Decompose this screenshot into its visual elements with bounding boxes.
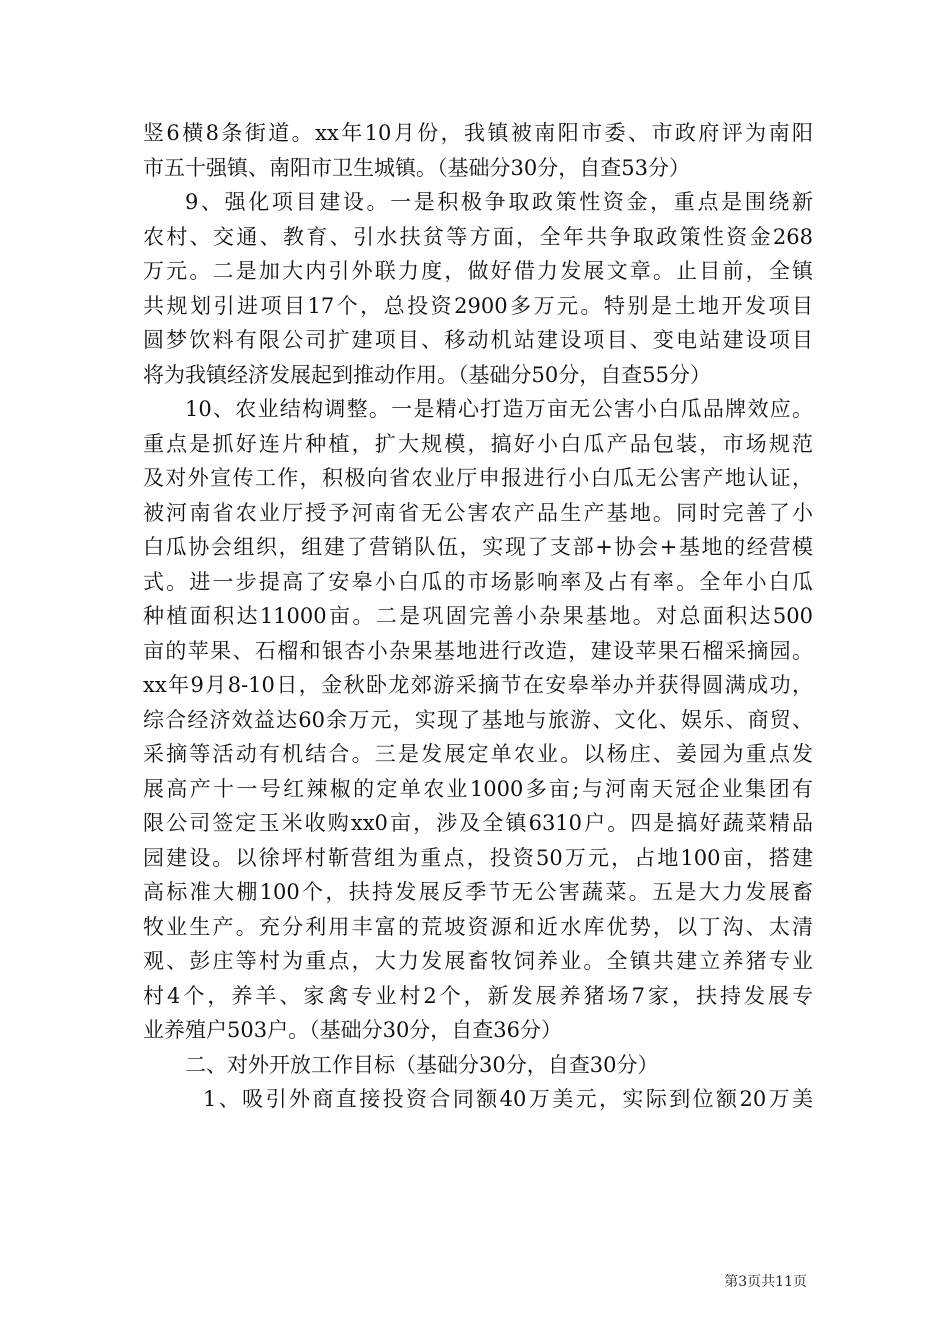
text-line: 限公司签定玉米收购xx0亩，涉及全镇6310户。四是搞好蔬菜精品	[143, 811, 813, 835]
text-line: xx年9月8-10日，金秋卧龙郊游采摘节在安皋举办并获得圆满成功，	[143, 673, 813, 697]
text-line: 种植面积达11000亩。二是巩固完善小杂果基地。对总面积达500	[143, 604, 813, 628]
text-line: 采摘等活动有机结合。三是发展定单农业。以杨庄、姜园为重点发	[143, 742, 813, 766]
text-line: 市五十强镇、南阳市卫生城镇。（基础分30分，自查53分）	[143, 155, 690, 180]
text-line: 高标准大棚100个，扶持发展反季节无公害蔬菜。五是大力发展畜	[143, 880, 813, 904]
text-line: 综合经济效益达60余万元，实现了基地与旅游、文化、娱乐、商贸、	[143, 707, 813, 732]
text-line: 竖6横8条街道。xx年10月份，我镇被南阳市委、市政府评为南阳	[143, 121, 813, 145]
text-line: 重点是抓好连片种植，扩大规模，搞好小白瓜产品包装，市场规范	[143, 431, 813, 456]
text-line: 万元。二是加大内引外联力度，做好借力发展文章。止目前，全镇	[143, 259, 813, 283]
text-line: 圆梦饮料有限公司扩建项目、移动机站建设项目、变电站建设项目	[143, 328, 813, 352]
body-text	[143, 116, 813, 1117]
text-line: 及对外宣传工作，积极向省农业厅申报进行小白瓜无公害产地认证，	[143, 466, 813, 490]
text-line: 被河南省农业厅授予河南省无公害农产品生产基地。同时完善了小	[143, 500, 813, 525]
text-line: 园建设。以徐坪村靳营组为重点，投资50万元，占地100亩，搭建	[143, 845, 813, 870]
text-line: 二、对外开放工作目标（基础分30分，自查30分）	[185, 1052, 659, 1077]
text-line: 共规划引进项目17个，总投资2900多万元。特别是土地开发项目	[143, 293, 813, 318]
text-line: 农村、交通、教育、引水扶贫等方面，全年共争取政策性资金268	[143, 224, 813, 249]
text-line: 亩的苹果、石榴和银杏小杂果基地进行改造，建设苹果石榴采摘园。	[143, 638, 813, 663]
text-line: 式。进一步提高了安皋小白瓜的市场影响率及占有率。全年小白瓜	[143, 569, 813, 594]
text-line: 牧业生产。充分利用丰富的荒坡资源和近水库优势，以丁沟、太清	[143, 914, 813, 939]
text-line: 展高产十一号红辣椒的定单农业1000多亩;与河南天冠企业集团有	[143, 776, 813, 801]
text-line: 1、吸引外商直接投资合同额40万美元，实际到位额20万美	[203, 1087, 813, 1111]
text-line: 10、农业结构调整。一是精心打造万亩无公害小白瓜品牌效应。	[185, 397, 813, 421]
text-line: 业养殖户503户。（基础分30分，自查36分）	[143, 1018, 563, 1042]
text-line: 观、彭庄等村为重点，大力发展畜牧饲养业。全镇共建立养猪专业	[143, 949, 813, 973]
text-line: 村4个，养羊、家禽专业村2个，新发展养猪场7家，扶持发展专	[143, 983, 813, 1008]
page-number: 第3页共11页	[724, 1274, 807, 1290]
text-line: 白瓜协会组织，组建了营销队伍，实现了支部+协会+基地的经营模	[143, 535, 813, 559]
text-line: 9、强化项目建设。一是积极争取政策性资金，重点是围绕新	[185, 190, 813, 214]
text-line: 将为我镇经济发展起到推动作用。（基础分50分，自查55分）	[143, 362, 711, 387]
